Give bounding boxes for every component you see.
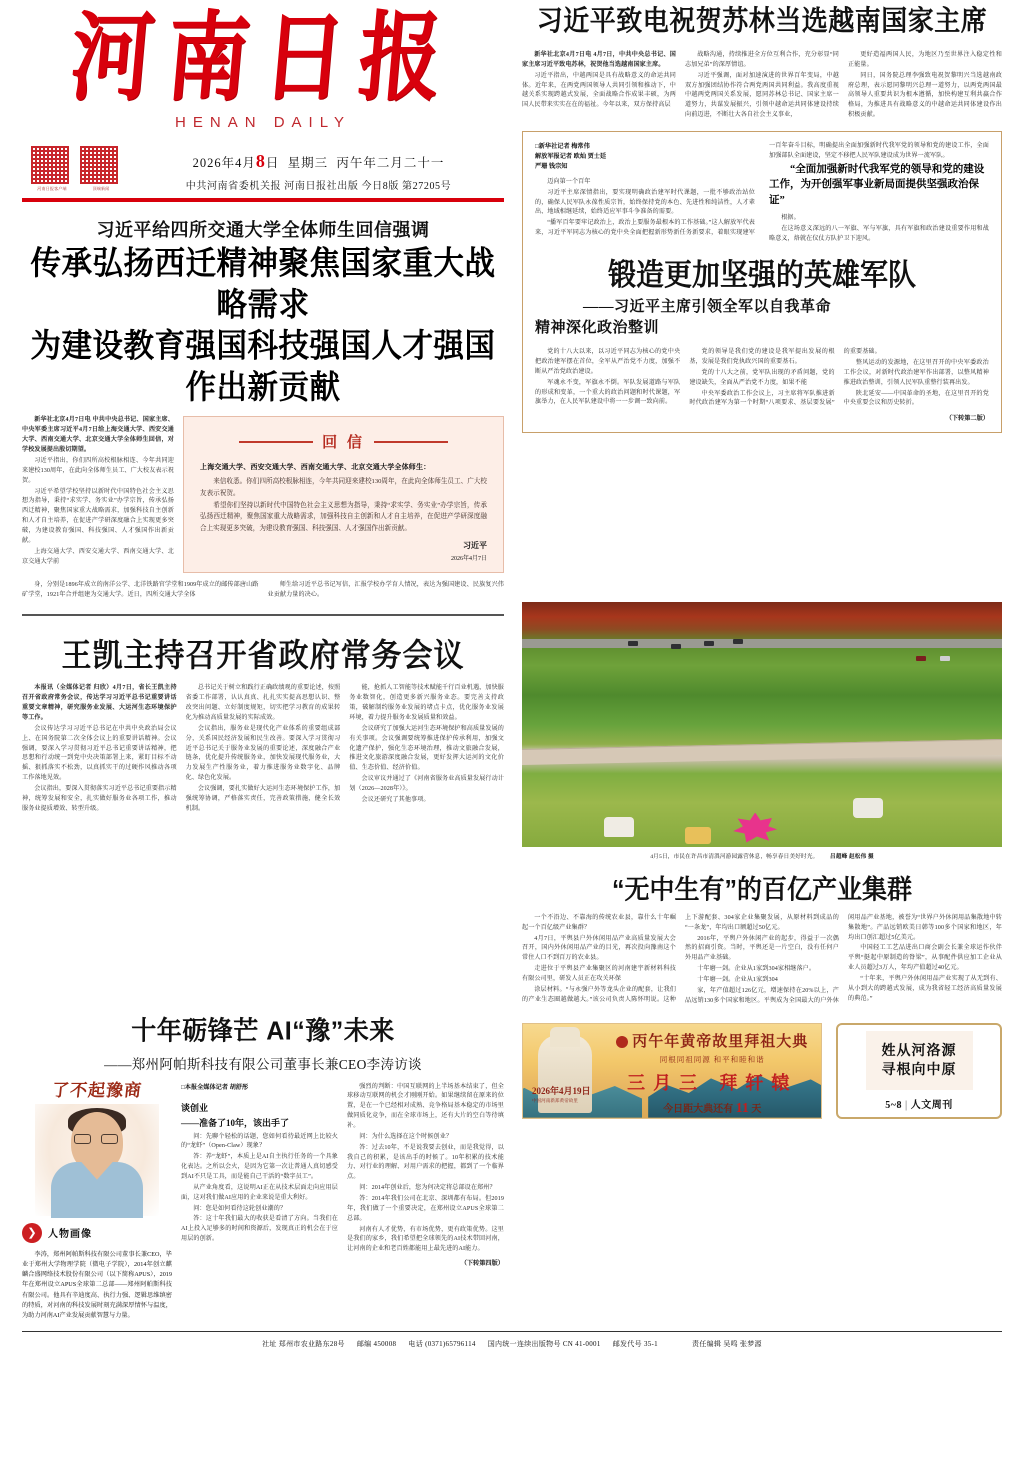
paragraph: 根据。 [781,214,800,221]
paragraph: 身，分别是1896年成立的南洋公学、北洋铁路官学堂和1909年成立的邮传部唐山路矿学堂，1921年合并组建为交通大学。近日，四所交通大学全体 [22,582,259,598]
paragraph: 能，抢抓人工智能等技术赋能千行百业机遇，加快服务业数智化，创造更多新兴服务业态。要完善支持政策，破解制约服务业发展的堵点卡点，优化服务业发展环境，着力提升服务业发展质量和效益。 [349,685,504,721]
paragraph: 习近平主席深情指出，要实现明确政治建军时代课题，一批不够政治站位的，确保人民军队永葆性质宗旨，始终保持党的本色、先进性和纯洁性，人才辈出、地域相继延续，始终适应军事斗争准备的需要。 [535,189,755,216]
section-rule-left [22,614,504,617]
ad-main-slogan: 三月三 拜轩辕 [627,1073,798,1095]
photo-caption [522,852,1002,860]
paragraph: 答：2014年我们公司在北京、深圳都有布局。但2019年，我们做了一个重要决定，在郑州设立APUS全球第二总部。 [347,1196,504,1222]
footer-editor-label: 责任编辑 [692,1340,722,1349]
paragraph: 4月7日，平舆县户外休闲用品产业高质量发展大会召开，国内外休闲用品产业的目光，再次投向豫南这个常住人口不到百万的农业县。 [522,935,676,962]
photo-car [733,639,743,644]
paragraph: 答：这十年我们最大的收获是看清了方向。当我们在AI上投入足够多的时间和资源后，发现真正的机会在于应用层的创新。 [181,1216,338,1243]
paragraph: 2016年，平舆户外休闲产业的起步，得益于一次偶然的招商引资。当时，平舆还是一片空白，没有任何户外用品产业基础。 [685,935,839,962]
footer-editor-value: 吴鸣 张梦源 [723,1340,762,1349]
footer-issn-label: 国内统一连续出版物号 [487,1340,561,1349]
photo-column [504,602,1002,1007]
paragraph: 会议审议并通过了《河南省服务业高质量发展行动计划（2026—2028年）》。 [349,776,504,792]
brand-text: 了不起豫商 [51,1080,144,1101]
qr-code-news-icon[interactable] [79,145,119,185]
paragraph: 解放军报记者 欧灿 贾士廷 [535,152,607,160]
ad-side-line1: 姓从河洛源 [881,1041,957,1058]
lead-body-continued [22,581,504,602]
qr-news-caption: 顶端新闻 [92,186,110,192]
lead-body-and-letter [22,416,504,573]
paragraph: 问：2014年创业后，您为何决定将总部设在郑州？ [359,1185,496,1192]
army-top-columns [535,142,989,245]
footer-zip [357,1340,396,1348]
countdown-prefix: 今日距大典还有 [663,1104,734,1116]
paragraph: 中央军委政治工作会议上，习主席将军队推进新时代政治建军为第一个时期“八项要求、基层要发展”的重要基础。 [689,349,881,407]
paragraph: 会议传达学习习近平总书记在中共中央政治局会议上、在国务院第二次全体会议上的重要讲话精神。会议强调，要深入学习贯彻习近平总书记重要讲话精神，把思想和行动统一到党中央决策部署上来，紧盯目标不动摇、狠抓落实不松劲，以真抓实干的过硬作风推动各项工作落地见效。 [22,725,177,782]
army-feature-box [522,131,1002,433]
masthead-title-cn: 河南日报 [66,1,460,115]
publication-date: 2026年4月8日 星期三 丙午年二月二十一 [192,151,445,172]
vietnam-body [522,51,1002,121]
paragraph: 一个不沿边、不靠海的传统农业县，靠什么十年崛起一个百亿级产业集群？ [522,914,676,931]
footer-address-label: 社址 [262,1340,277,1349]
ai-qa-body-2 [347,1083,504,1256]
paragraph: 答：养“龙虾”，本质上是AI自主执行任务的一个具象化表达。之所以会火，是因为它第一次让普通人真切感受到AI不只是工具，而是能自己干活的“数字员工”。 [181,1154,338,1180]
paragraph: 习近平希望学校坚持以新时代中国特色社会主义思想为指导，秉持“求实学、务实业”办学宗旨，传承弘扬西迁精神，聚焦国家重大战略需求，加强科技自主创新和人才自主培养，在促进产学研深度融合上实现更多突破，为建设教育强国、科技强国、人才强国作出新贡献。 [22,488,174,544]
footer-phone-value: (0371)65796114 [425,1340,476,1349]
paragraph: 问：先聊个轻松的话题，您如何看待最近网上比较火的“龙虾”（Open-Claw）现象？ [181,1133,338,1150]
army-body [535,348,989,410]
ai-qa-col2 [347,1083,504,1322]
paragraph: 会议研究了加强大运河生态环境保护和高质量发展的有关事项。会议强调要统筹推进保护传承利用，加强文化遗产保护，强化生态环境治理，推动文旅融合发展，推进文化旅游深度融合发展，更好发挥大运河的文化价值、生态价值、经济价值。 [349,725,504,772]
army-subhead-line2: 精神深化政治整训 [535,320,660,337]
renwen-supplement-ad[interactable] [836,1023,1002,1119]
qr-code-group [30,145,123,192]
photo-credit: 吕超峰 赵松伟 摄 [830,853,874,860]
qr-news-block[interactable] [79,145,123,192]
portrait-tag-label: 人物画像 [48,1229,92,1241]
masthead-title-en: HENAN DAILY [175,114,351,132]
army-subhead-line1: ——习近平主席引领全军以自我革命 [583,298,832,315]
arrow-right-icon: ❯ [22,1223,42,1243]
province-meeting-column [22,602,504,815]
paragraph: 本报讯（全媒体记者 归欣）4月7日，省长王凯主持召开省政府常务会议，传达学习习近平总书记重要讲话重要文章精神，研究服务业发展、大运河生态环境保护等工作。 [22,685,177,721]
paragraph: 来信收悉。你们四所高校根脉相连，今年共同迎来建校130周年，在此向全体师生员工、广大校友表示祝贺。 [200,478,487,498]
industry-body [522,914,1002,1007]
photo-tent-white [604,817,634,837]
portrait-tag-row [22,1223,172,1243]
ancestor-ceremony-ad[interactable] [522,1023,822,1119]
paragraph: 问：为什么选择在这个时候创业？ [359,1133,453,1140]
footer-zip-value: 450008 [373,1340,397,1349]
photo-car [704,641,714,646]
paragraph: “十年来，平舆户外休闲用品产业实现了从无到有、从小到大的跨越式发展，成为我省轻工经济高质量发展的典范。” [848,976,1002,1002]
supplement-pages: 5~8 [885,1099,902,1111]
paragraph: 答：过去10年，不是说我要去创业，而是我觉得，以我自己的积累，是该出手的时候了。10年积累的技术能力、对行业的理解、对用户需求的把握，都到了一个临界点。 [347,1144,504,1181]
footer-postal-label: 邮发代号 [612,1340,642,1349]
army-headline: 锻造更加坚强的英雄军队 [607,257,916,291]
paragraph: 同日，国务院总理李强致电祝贺黎明兴当选越南政府总理，表示愿同黎明兴总理一道努力，以两党两国最高领导人重要共识为根本遵循，加快构建互利共赢合作格局，为推进具有战略意义的中越命运共同体建设作出积极贡献。 [848,72,1002,119]
ad-slogan: 同根同祖同源 和平和睦和谐 [659,1055,765,1065]
photo-car [671,644,681,649]
countdown-suffix: 天 [751,1104,762,1116]
army-pullquote: “全面加强新时代我军党的领导和党的建设工作，为开创强军事业新局面提供坚强政治保证” [769,163,985,207]
paragraph: 更好造福两国人民，为地区乃至世界注入稳定性和正能量。 [848,52,1002,68]
letter-rule-right [374,441,448,443]
ai-qa-heading: 谈创业 [181,1102,209,1113]
photo-car [916,656,926,661]
photo-road [522,639,1002,648]
paragraph: 严珊 钱宗知 [535,162,568,170]
ad-text-block [612,1030,812,1117]
date-month: 4 [235,156,243,171]
paragraph: 会议还研究了其他事项。 [361,796,430,803]
ad-title [612,1030,812,1051]
date-block [133,151,504,192]
ai-interview-column [22,1011,504,1322]
paragraph: □新华社记者 梅常伟 [535,143,590,151]
footer-address-value: 郑州市农业路东28号 [278,1340,345,1349]
ad-side-line2: 寻根向中原 [881,1061,957,1078]
ad-countdown [612,1100,812,1117]
ads-column [504,1011,1002,1119]
paragraph: 新华社北京4月7日电 4月7日，中共中央总书记、国家主席习近平致电苏林，祝贺他当选越南国家主席。 [522,52,676,68]
paragraph: 强烈的判断：中国互联网的上半场基本结束了，但全球移动互联网的机会才刚刚开始。如果继续留在原来的位置，是在一个已经相对成熟、竞争格局基本稳定的市场里做同质化竞争，而在全球市场上，还有大片的空白等待填补。 [347,1083,504,1130]
ai-jump: （下转第四版） [460,1260,504,1268]
ai-interview-subhead: ——郑州阿帕斯科技有限公司董事长兼CEO李涛访谈 [104,1056,422,1072]
ai-qa-subheading: ——准备了10年，该出手了 [181,1117,290,1128]
paragraph: 会议强调，要扎实做好大运河生态环境保护工作，加强统筹协调，严格落实责任，完善政策措施，健全长效机制。 [185,785,341,812]
letter-recipients: 上海交通大学、西安交通大学、西南交通大学、北京交通大学全体师生： [200,463,431,472]
publisher-line: 中共河南省委机关报 河南日报社出版 今日8版 第27205号 [185,181,452,193]
province-meeting-body [22,684,504,814]
letter-title-row [200,431,487,452]
footer-issn [488,1340,601,1348]
portrait-glasses-left [74,1134,91,1144]
photo-tent-white [853,798,883,818]
lead-headline-line2: 为建设教育强国科技强国人才强国作出新贡献 [30,328,496,406]
footer-postal-value: 35-1 [643,1340,658,1349]
footer-phone-label: 电话 [408,1340,424,1349]
ai-qa-col1 [181,1083,338,1322]
paragraph: 整风运动的发源地，在这里召开的中央军委政治工作会议，对新时代政治建军作出部署，以整风精神推进政治整训，引领人民军队重整行装再出发。 [843,359,989,386]
footer-phone [408,1340,475,1348]
masthead-column [22,0,504,602]
letter-date: 2026年4月7日 [450,556,487,563]
paragraph: 会议指出，服务业是现代化产业体系的重要组成部分，关系国民经济发展和民生改善。要深入学习贯彻习近平总书记关于服务业发展的重要论述，深度融合产业链条，优化提升传统服务业，加快发展现代服务业，大力发展生产性服务业，着力推进服务业数字化、品牌化、绿色化发展。 [185,725,341,782]
countdown-days: 11 [735,1101,749,1117]
right-column [504,0,1002,433]
lead-headline-line1: 传承弘扬西迁精神聚焦国家重大战略需求 [30,245,496,324]
ad-side-pages: 5~8 | 人文周刊 [885,1099,953,1111]
paragraph: 中国轻工工艺品进出口商会副会长兼全球运作伙伴平舆“挺起中原制造的脊梁”，从事配件供应加工企业从业人员超过3万人，年均产值超过40亿元。 [848,945,1002,972]
park-aerial-photo [522,602,1002,847]
army-jump: （下转第二版） [945,414,989,422]
yushang-brand-logo [21,1080,173,1101]
paragraph: 党的领导是我们党的建设是我军提出发展的根基，发展是我们党执政兴国的重要基石。 [689,349,835,365]
army-byline [535,142,755,172]
lead-body-col1 [22,416,174,573]
army-subhead [535,297,989,341]
middle-section [22,602,1002,1007]
paragraph: 师生给习近平总书记写信，汇报学校办学育人情况，表达为强国建设、民族复兴伟业贡献力量的决心。 [267,582,504,598]
photo-car [628,641,638,646]
footer-address [262,1340,345,1348]
paragraph: 十年磨一剑。企业从1家到304 [697,977,778,984]
letter-title: 回 信 [322,435,365,452]
ai-interview-headline: 十年砺锋芒 AI“豫”未来 [131,1015,395,1046]
ad-title-text: 丙午年黄帝故里拜祖大典 [632,1032,809,1051]
lead-headline [22,244,504,409]
bottom-section [22,1011,1002,1322]
paragraph: 战略沟通，持续推进全方位互利合作，充分彰显“同志加兄弟”的深厚情谊。 [685,52,839,68]
masthead-red-rule [22,198,504,202]
paragraph: 习近平指出，中越两国是具有战略意义的命运共同体。近年来，在两党两国领导人共同引领和推动下，中越关系实现跨越式发展，全面战略合作成果丰硕，为两国人民带来实实在在的福祉。今年以来，双方保持高层 [522,72,676,109]
ad-event-date [532,1084,591,1104]
qr-app-block[interactable] [30,145,74,192]
paragraph: 习近平指出，你们四所高校根脉相连、今年共同迎来建校130周年，在此向全体师生员工、广大校友表示祝贺。 [22,457,174,484]
paragraph: 军魂永不变，军旗永不倒。军队发展道路与军队的形成和变革，一个重大的政治问题和时代课题，军旗举力，在人民军队建设中将一一步调一致向前。 [535,379,681,406]
paragraph: 问：您是如何看待这轮创业潮的？ [193,1205,287,1212]
paragraph: 河南有人才优势，有市场优势，更有政策优势。这里是我们的家乡，我们希望把全球领先的AI技术带回河南，让河南的企业和老百姓都能用上最先进的AI能力。 [347,1226,504,1253]
portrait-glasses-right [101,1134,118,1144]
paragraph: 走进位于平舆县产业集聚区的河南建宇新材料科技有限公司里，研发人员正在攻关环保 [522,966,676,983]
paragraph: 总书记关于树立和践行正确政绩观的重要论述，按照省委工作部署，认认真真、扎扎实实提高思想认识、整改突出问题、立好制度规矩，切实把学习教育的成果转化为推动高质量发展的实际成效。 [185,685,341,721]
date-year: 2026 [192,156,222,171]
paragraph: 李涛，郑州阿帕斯科技有限公司董事长兼CEO，毕业于郑州大学物理学院（微电子学院），2014年创立麒麟合盛网络技术股份有限公司（以下简称APUS），2019年在郑州设立APUS全球第二总部——郑州阿帕斯科技有限公司。他具有辛迪度高、执行力强、逻辑思维缜密的特质，对河南的科技发展时刻充满深厚情怀与温度，为助力河南AI产业发展贡献智慧与力量。 [22,1250,172,1319]
ai-interview-body-row [22,1080,504,1322]
paragraph: 习近平强调，面对加速演进的世界百年变局，中越双方加强团结协作符合两党两国共同利益。我高度重视中越两党两国关系发展，愿同苏林总书记、国家主席一道努力，共谋发展振兴，引领中越命运共同体建设持续向前迈进，不断壮大各自社会主义事业， [685,72,839,119]
ad-banner-row [522,1023,1002,1119]
interviewee-portrait [35,1104,159,1216]
supplement-name: 人文周刊 [910,1099,953,1111]
footer-editor [692,1340,762,1348]
masthead [22,0,504,131]
seal-icon [616,1036,628,1048]
footer-info [22,1332,1002,1349]
paragraph: 从产业角度看，这说明AI正在从技术层面走向应用层面，这对我们做AI应用的企业来说是重大利好。 [181,1184,338,1201]
paragraph: 迈向第一个百年 [547,178,591,185]
dateline-row [22,145,504,192]
ai-byline: □本报全媒体记者 胡舒彤 [181,1083,249,1091]
photo-tent-yellow [685,827,711,844]
paragraph: 党的十八大以来，以习近平同志为核心的党中央把政治建军摆在首位，全军从严治党不力度，加强不断从严治党政治建设。 [535,349,681,375]
army-quote-body [769,214,989,245]
paragraph: 希望你们坚持以新时代中国特色社会主义思想为指导，秉持“求实学、务实业”办学宗旨，传承弘扬西迁精神，聚焦国家重大战略需求，加强科技自主创新和人才自主培养，在促进产学研深度融合上实现更多突破，为建设教育强国、科技强国、人才强国作出新贡献。 [200,501,487,532]
footer-issn-value: CN 41-0001 [562,1340,601,1349]
paragraph: 十年磨一剑。企业从1家到304家相继落户。 [697,966,816,973]
ad-location: 中国河南新郑黄帝故里 [531,1098,578,1104]
paragraph: 在这场意义深远的八一军旗、军与军旗，具有军旗和政治建设重要作用和战略意义，烙就在仪仗方队护卫下迎风。 [769,225,989,242]
paragraph: 家，年产值超过126亿元，增速保持在20%以上，产品远销130多个国家和地区。平舆成为全国最大的户外休闲用品产业基地，被誉为“世界户外休闲用品集散地中转集散地”。产品远销欧美日韩等100多个国家和地区，年均出口创汇超过5亿美元。 [685,914,1002,1004]
industry-headline: “无中生有”的百亿产业集群 [611,875,912,905]
interviewee-bio [22,1250,172,1322]
letter-signature: 习近平 [463,541,487,551]
paragraph: 涂层材料。“与永强户外等龙头企业的配套，让我们的产业生态圈越做越大。”该公司负责人陈怀明说。这种上下游配套、304家企业集聚发展，从原材料到成品的“一条龙”，年均出口额超过50亿元。 [522,914,839,1003]
lead-kicker: 习近平给四所交通大学全体师生回信强调 [96,220,430,241]
top-section [22,0,1002,602]
qr-code-app-icon[interactable] [30,145,70,185]
weekday: 星期三 [287,156,329,171]
photo-caption-text: 4月5日，市民在许昌市清潩河游园露营休息，畅享春日美好时光。 [650,853,819,860]
reply-letter-box [183,416,504,573]
paragraph: 陕北延安——中国革命的圣地，在这里召开的党中央重要会议和历史转折。 [843,390,989,407]
date-day: 8 [255,151,266,172]
paragraph: “播军百年要牢记政治上，政治上要服务最根本的工作基础。”这人解放军代表来，习近平军同志为核心的党中央全面把握新形势新任务新要求，着眼实现建军一百年奋斗目标，明确提出全面加强新时代我军党的领导和党的建设工作，全面加强部队全面建设，坚定不移把人民军队建设成为世界一流军队。 [535,143,989,237]
paragraph: 新华社北京4月7日电 中共中央总书记、国家主席、中央军委主席习近平4月7日给上海交通大学、西安交通大学、西南交通大学、北京交通大学全体师生回信，对学校发展提出殷切期望。 [22,417,174,454]
letter-rule-left [239,441,313,443]
letter-body [200,476,487,534]
paragraph: 会议指出，要深入贯彻落实习近平总书记重要指示精神，统筹发展和安全，扎实做好服务业各项工作，推动服务业提质增效、转型升级。 [22,785,177,812]
qr-app-caption: 河南日报客户端 [37,186,67,192]
ad-date-text: 2026年4月19日 [531,1086,591,1097]
lunar-date: 丙午年二月二十一 [336,156,445,171]
photo-car [940,656,950,661]
province-meeting-headline: 王凯主持召开省政府常务会议 [61,638,465,674]
footer-postal [613,1340,658,1348]
paragraph: 党的十八大之前，党军队出现的矛盾问题，党的建设缺失，全面从严治党不力度，如果不能 [689,369,835,386]
ai-qa-body-1 [181,1133,338,1245]
ad-side-inner [866,1031,973,1090]
vietnam-headline: 习近平致电祝贺苏林当选越南国家主席 [536,3,988,37]
footer-zip-label: 邮编 [356,1340,372,1349]
portrait-column [22,1080,172,1322]
paragraph: 上海交通大学、西安交通大学、西南交通大学、北京交通大学前 [22,548,174,565]
